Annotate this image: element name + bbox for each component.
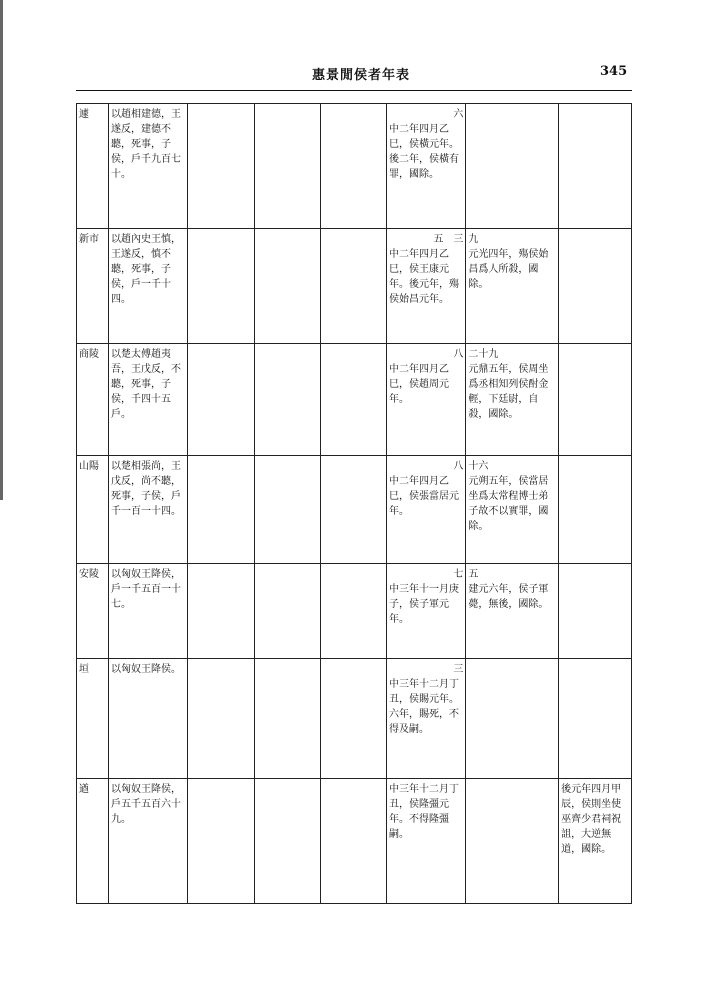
reign-text: 中三年十二月丁丑，侯隆彊元年。不得隆彊嗣。 [388, 784, 459, 840]
reign-cell-b [466, 229, 559, 344]
year-count: 九 [468, 234, 479, 245]
fief-name: 遒 [77, 779, 109, 904]
table-row [77, 104, 632, 229]
empty-cell [320, 564, 386, 659]
empty-cell [188, 229, 254, 344]
reign-cell-c: 後元年四月甲辰，侯則坐使巫齊少君祠祝詛，大逆無道，國除。 [559, 779, 632, 904]
enfeoffment-reason: 以趙內史王慎，王遂反，慎不聽，死事，子侯，戶一千十四。 [108, 229, 187, 344]
table-row [77, 779, 632, 904]
reign-cell-a [386, 104, 465, 229]
reign-cell-b [466, 104, 559, 229]
year-count: 二十九 [468, 349, 499, 360]
reign-cell-c [559, 104, 632, 229]
enfeoffment-reason: 以楚太傅趙夷吾，王戊反，不聽，死事，子侯，千四十五戶。 [108, 344, 187, 456]
empty-cell [188, 779, 254, 904]
reign-cell-a [386, 229, 465, 344]
reign-text: 元朔五年，侯當居坐爲太常程博士弟子故不以實罪，國除。 [468, 476, 549, 532]
reign-cell-a [386, 564, 465, 659]
enfeoffment-reason: 以匈奴王降侯，戶一千五百一十七。 [108, 564, 187, 659]
empty-cell [254, 229, 320, 344]
reign-cell-c [559, 344, 632, 456]
table-row [77, 344, 632, 456]
reign-cell-b [466, 659, 559, 779]
reign-text: 中二年四月乙巳，侯趙周元年。 [388, 364, 449, 405]
year-count: 五 三 [433, 234, 464, 245]
table-row [77, 659, 632, 779]
reign-cell-c [559, 456, 632, 564]
empty-cell [254, 104, 320, 229]
reign-text: 建元六年，侯子軍薨，無後，國除。 [468, 584, 549, 610]
fief-name: 遽 [77, 104, 109, 229]
year-count: 五 [468, 569, 479, 580]
enfeoffment-reason: 以匈奴王降侯，戶五千五百六十九。 [108, 779, 187, 904]
empty-cell [188, 659, 254, 779]
empty-cell [254, 456, 320, 564]
year-count: 十六 [468, 461, 489, 472]
table-row [77, 229, 632, 344]
reign-cell-b [466, 456, 559, 564]
page-number: 345 [600, 64, 628, 79]
empty-cell [254, 344, 320, 456]
empty-cell [188, 344, 254, 456]
reign-text: 中二年四月乙巳，侯張當居元年。 [388, 476, 459, 517]
reign-cell-c [559, 564, 632, 659]
reign-cell-b [466, 344, 559, 456]
page-title: 惠景閒侯者年表 [312, 68, 411, 83]
year-count: 八 [453, 349, 464, 360]
empty-cell [320, 456, 386, 564]
enfeoffment-reason: 以匈奴王降侯。 [108, 659, 187, 779]
empty-cell [320, 779, 386, 904]
reign-cell-a [386, 344, 465, 456]
table-row [77, 564, 632, 659]
empty-cell [188, 456, 254, 564]
empty-cell [320, 104, 386, 229]
empty-cell [320, 659, 386, 779]
reign-cell-b [466, 779, 559, 904]
reign-text: 元光四年，殤侯始昌爲人所殺，國除。 [468, 249, 549, 290]
empty-cell [320, 344, 386, 456]
empty-cell [188, 104, 254, 229]
reign-cell-c [559, 659, 632, 779]
binding-edge [0, 0, 3, 500]
reign-text: 中二年四月乙巳，侯王康元年。後元年，殤侯始昌元年。 [388, 249, 459, 305]
reign-cell-c [559, 229, 632, 344]
table-row [77, 456, 632, 564]
header-divider [76, 90, 632, 91]
reign-cell-a [386, 779, 465, 904]
fief-name: 垣 [77, 659, 109, 779]
fief-name: 新市 [77, 229, 109, 344]
empty-cell [320, 229, 386, 344]
empty-cell [254, 564, 320, 659]
fief-name: 山陽 [77, 456, 109, 564]
reign-text: 中二年四月乙巳，侯橫元年。後二年，侯橫有罪，國除。 [388, 124, 459, 180]
chronology-table [76, 103, 632, 904]
year-count: 三 [453, 664, 464, 675]
reign-text: 中三年十一月庚子，侯子軍元年。 [388, 584, 459, 625]
reign-cell-a [386, 659, 465, 779]
reign-cell-a [386, 456, 465, 564]
year-count: 八 [453, 461, 464, 472]
reign-text: 中三年十二月丁丑，侯賜元年。六年，賜死，不得及嗣。 [388, 679, 459, 735]
enfeoffment-reason: 以楚相張尚，王戊反，尚不聽，死事，子侯，戶千一百一十四。 [108, 456, 187, 564]
reign-text: 元鼎五年，侯周坐爲丞相知列侯酎金輕，下廷尉，自殺，國除。 [468, 364, 549, 420]
empty-cell [254, 779, 320, 904]
empty-cell [188, 564, 254, 659]
empty-cell [254, 659, 320, 779]
year-count: 六 [453, 109, 464, 120]
year-count: 七 [453, 569, 464, 580]
fief-name: 商陵 [77, 344, 109, 456]
fief-name: 安陵 [77, 564, 109, 659]
reign-cell-b [466, 564, 559, 659]
enfeoffment-reason: 以趙相建德，王遂反，建德不聽，死事，子侯，戶千九百七十。 [108, 104, 187, 229]
